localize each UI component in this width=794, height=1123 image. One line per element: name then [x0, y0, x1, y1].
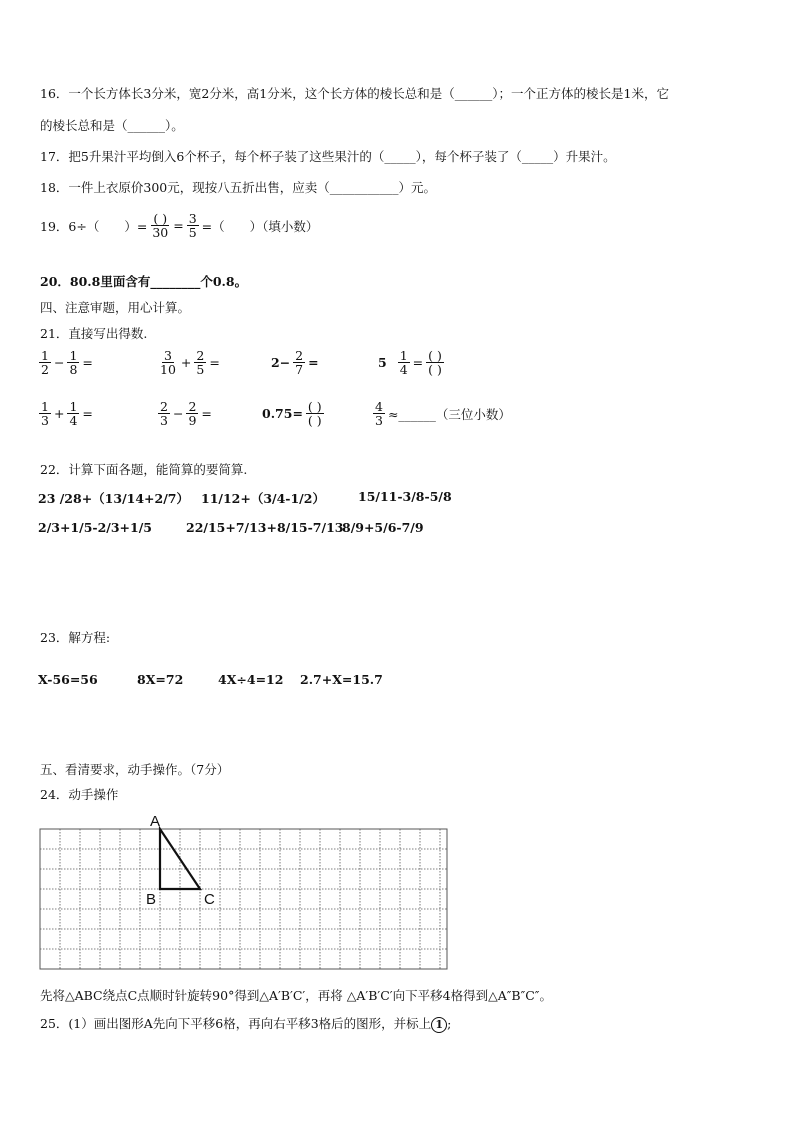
- q23-equation-4: 2.7+X=15.7: [300, 672, 383, 687]
- denominator: 4: [69, 413, 78, 429]
- operator: +: [53, 406, 65, 422]
- numerator: 1: [69, 348, 78, 363]
- q19-equals: =: [173, 218, 184, 234]
- denominator: 9: [188, 413, 197, 429]
- fraction: [158, 400, 170, 427]
- q22-row1-item-2: 11/12+（3/4-1/2）: [201, 491, 325, 506]
- question-16-line1: 16．一个长方体长3分米，宽2分米，高1分米，这个长方体的棱长总和是（______）；一个正方体的棱长是1米，它: [40, 86, 669, 101]
- denominator: 8: [69, 362, 78, 378]
- fraction: [39, 349, 51, 376]
- vertex-label-c: C: [204, 891, 215, 908]
- q21-item-2: [157, 349, 220, 376]
- question-18: 18．一件上衣原价300元，现按八五折出售，应卖（___________）元。: [40, 180, 437, 195]
- whole-part: 2−: [271, 355, 291, 371]
- approx-suffix: ≈______（三位小数）: [387, 406, 511, 422]
- equals: =: [201, 406, 212, 422]
- q21-item-6: [157, 400, 212, 427]
- fraction: [39, 400, 51, 427]
- q21-item-4: [378, 349, 445, 376]
- denominator: 5: [196, 362, 205, 378]
- fraction-answer: [306, 400, 324, 427]
- fraction: [186, 400, 198, 427]
- circled-number-1: 1: [431, 1017, 447, 1033]
- equals: =: [209, 355, 220, 371]
- numerator: 2: [160, 399, 168, 414]
- q22-row2-item-1: 2/3+1/5-2/3+1/5: [38, 520, 152, 535]
- q19-suffix: =（ ）（填小数）: [201, 218, 319, 234]
- question-25: [40, 1014, 451, 1033]
- equals: =: [82, 406, 93, 422]
- question-20: 20．80.8里面含有________个0.8。: [40, 274, 248, 289]
- operator: −: [53, 355, 65, 371]
- q21-item-5: [38, 400, 93, 427]
- operator: +: [180, 355, 192, 371]
- grid-figure: [30, 808, 460, 980]
- section-5-heading: 五、看清要求，动手操作。（7分）: [40, 762, 230, 777]
- q19-frac1-numerator: ( ): [153, 211, 168, 226]
- equals: =: [82, 355, 93, 371]
- question-16-line2: 的棱长总和是（______）。: [40, 118, 184, 133]
- numerator: 1: [41, 399, 49, 414]
- denominator: 3: [375, 413, 383, 429]
- numerator: 1: [399, 348, 408, 363]
- q21-item-3: [271, 349, 319, 376]
- q21-item-1: [38, 349, 93, 376]
- fraction: [67, 349, 79, 376]
- denominator: 2: [41, 362, 49, 378]
- q23-equation-2: 8X=72: [137, 672, 184, 687]
- numerator: 2: [188, 399, 197, 414]
- vertex-label-b: B: [146, 891, 157, 908]
- fraction: [158, 349, 178, 376]
- fraction: [67, 400, 79, 427]
- denominator: 10: [160, 362, 176, 378]
- numerator: 1: [69, 399, 78, 414]
- fraction: [373, 400, 385, 427]
- q19-fraction-1: [150, 212, 170, 239]
- question-24-title: 24．动手操作: [40, 787, 119, 802]
- equals: =: [412, 355, 424, 371]
- q19-frac2-denominator: 5: [188, 225, 197, 241]
- fraction: [194, 349, 206, 376]
- fraction: [398, 349, 410, 376]
- q19-frac2-numerator: 3: [188, 211, 197, 226]
- q19-prefix: 19．6÷（ ）=: [40, 218, 148, 234]
- q19-fraction-2: [187, 212, 199, 239]
- question-23-title: 23．解方程:: [40, 630, 111, 645]
- numerator: ( ): [307, 399, 322, 414]
- numerator: 2: [196, 348, 205, 363]
- numerator: 4: [375, 399, 383, 414]
- grid-border: [40, 829, 447, 969]
- q25-text: 25．(1）画出图形A先向下平移6格，再向右平移3格后的图形，并标上: [40, 1016, 432, 1031]
- q22-row1-item-1: 23 /28+（13/14+2/7）: [38, 491, 189, 506]
- q21-item-8: [372, 400, 511, 427]
- denominator: ( ): [428, 362, 442, 378]
- numerator: 2: [295, 348, 304, 363]
- denominator: 3: [160, 413, 168, 429]
- dotted-grid: [40, 829, 447, 969]
- q25-end: ;: [447, 1016, 452, 1031]
- operator: −: [172, 406, 184, 422]
- q19-frac1-denominator: 30: [152, 225, 169, 241]
- fraction: [293, 349, 305, 376]
- denominator: ( ): [307, 413, 322, 429]
- q23-equation-1: X-56=56: [38, 672, 98, 687]
- q22-row2-item-2: 22/15+7/13+8/15-7/13: [186, 520, 344, 535]
- question-17: 17．把5升果汁平均倒入6个杯子，每个杯子装了这些果汁的（_____），每个杯子装了（_____）升果汁。: [40, 149, 616, 164]
- vertex-label-a: A: [150, 813, 161, 830]
- denominator: 3: [41, 413, 49, 429]
- denominator: 7: [295, 362, 304, 378]
- numerator: 3: [163, 348, 172, 363]
- question-22-title: 22．计算下面各题，能简算的要简算.: [40, 462, 248, 477]
- denominator: 4: [399, 362, 408, 378]
- section-4-heading: 四、注意审题，用心计算。: [40, 300, 191, 315]
- equals: =: [308, 355, 319, 371]
- numerator: ( ): [428, 348, 442, 363]
- q22-row1-item-3: 15/11-3/8-5/8: [358, 489, 452, 504]
- q23-equation-3: 4X÷4=12: [218, 672, 284, 687]
- decimal-part: 0.75=: [262, 406, 303, 422]
- question-24-instruction: 先将△ABC绕点C点顺时针旋转90°得到△A′B′C′，再将 △A′B′C′向下平移4格得到△A″B″C″。: [40, 988, 552, 1003]
- fraction-answer: [426, 349, 444, 376]
- question-21-title: 21．直接写出得数.: [40, 326, 148, 341]
- q22-row2-item-3: 8/9+5/6-7/9: [342, 520, 424, 535]
- whole-part: 5: [378, 355, 387, 371]
- q21-item-7: [262, 400, 325, 427]
- question-19: [40, 212, 318, 239]
- numerator: 1: [41, 348, 49, 363]
